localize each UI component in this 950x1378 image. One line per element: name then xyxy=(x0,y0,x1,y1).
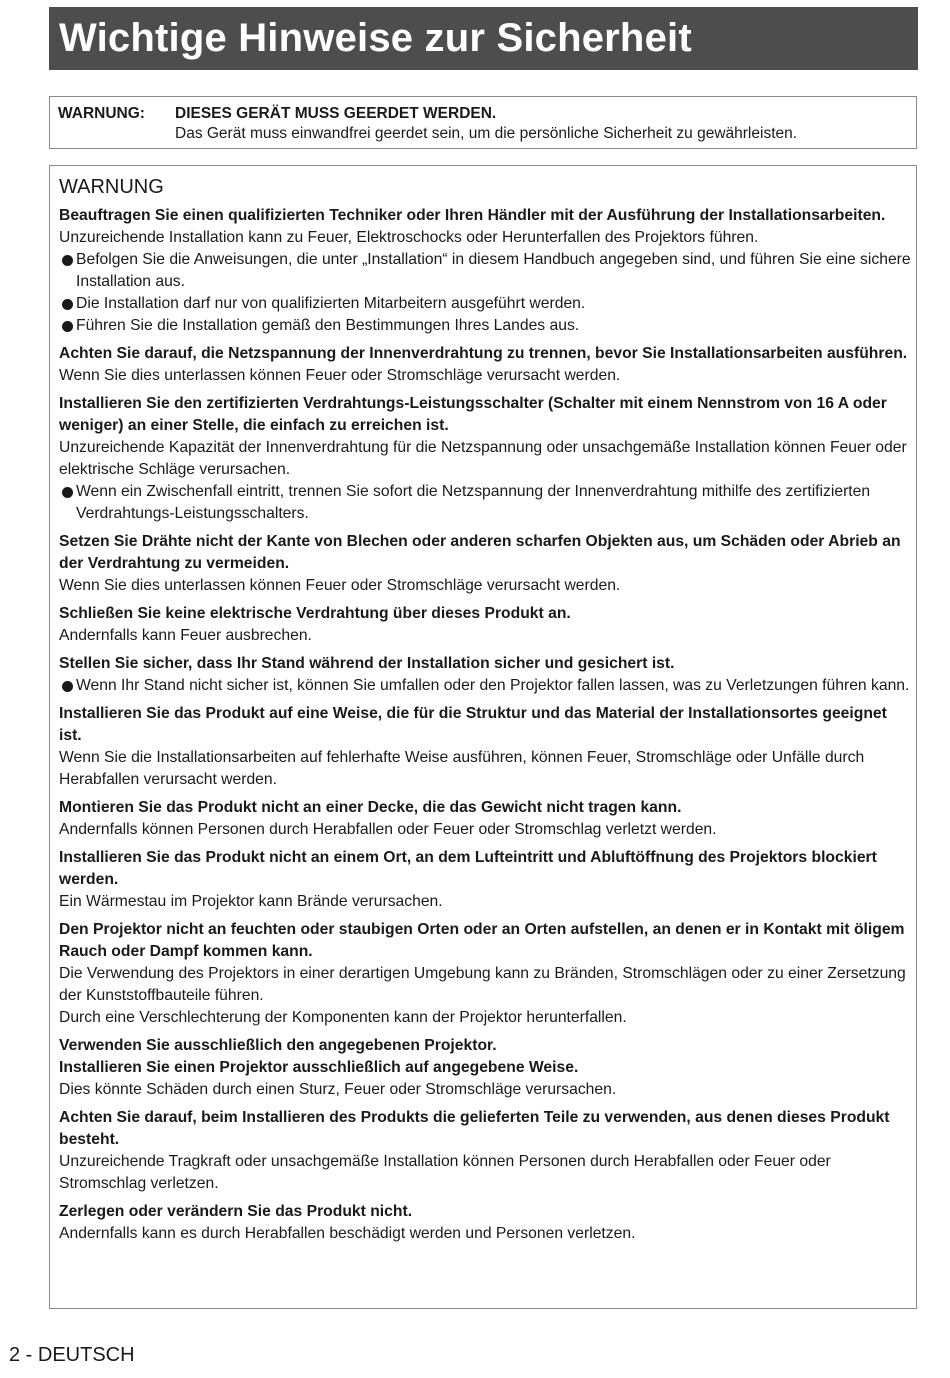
bullet-item: Die Installation darf nur von qualifizierten Mitarbeitern ausgeführt werden. xyxy=(59,293,911,315)
item-heading: Installieren Sie das Produkt nicht an einem Ort, an dem Lufteintritt und Abluftöffnung des Projektors blockiert werden. xyxy=(59,849,877,888)
item-text: Unzureichende Tragkraft oder unsachgemäße Installation können Personen durch Herabfallen oder Feuer oder Stromschlag verletzen. xyxy=(59,1153,831,1192)
warning-item xyxy=(59,1035,911,1101)
warning-content xyxy=(175,104,797,144)
warning-section xyxy=(49,165,917,1309)
warning-item xyxy=(59,1107,911,1195)
item-heading: Verwenden Sie ausschließlich den angegebenen Projektor. xyxy=(59,1037,497,1054)
item-heading: Stellen Sie sicher, dass Ihr Stand während der Installation sicher und gesichert ist. xyxy=(59,655,675,672)
warning-text: Das Gerät muss einwandfrei geerdet sein, um die persönliche Sicherheit zu gewährleisten. xyxy=(175,125,798,142)
warning-heading: DIESES GERÄT MUSS GEERDET WERDEN. xyxy=(175,105,497,122)
warning-label: WARNUNG: xyxy=(58,105,145,122)
bullet-item: Wenn Ihr Stand nicht sicher ist, können Sie umfallen oder den Projektor fallen lassen, was zu Verletzungen führen kann. xyxy=(59,675,911,697)
item-text: Andernfalls können Personen durch Herabfallen oder Feuer oder Stromschlag verletzt werden. xyxy=(59,821,717,838)
item-heading-2: Installieren Sie einen Projektor ausschließlich auf angegebene Weise. xyxy=(59,1059,579,1076)
item-text: Wenn Sie die Installationsarbeiten auf fehlerhafte Weise ausführen, können Feuer, Stromschläge oder Unfälle durch Herabfallen verursacht werden. xyxy=(59,749,865,788)
item-heading: Installieren Sie das Produkt auf eine Weise, die für die Struktur und das Material der Installationsortes geeignet ist. xyxy=(59,705,887,744)
item-text: Andernfalls kann Feuer ausbrechen. xyxy=(59,627,312,644)
item-heading: Beauftragen Sie einen qualifizierten Techniker oder Ihren Händler mit der Ausführung der Installationsarbeiten. xyxy=(59,207,886,224)
item-heading: Schließen Sie keine elektrische Verdrahtung über dieses Produkt an. xyxy=(59,605,571,622)
warning-item xyxy=(59,919,911,1029)
item-heading: Montieren Sie das Produkt nicht an einer Decke, die das Gewicht nicht tragen kann. xyxy=(59,799,682,816)
warning-item xyxy=(59,653,911,697)
warning-item xyxy=(59,847,911,913)
item-text-2: Durch eine Verschlechterung der Komponenten kann der Projektor herunterfallen. xyxy=(59,1009,627,1026)
ground-warning-box xyxy=(49,96,917,149)
title-bar xyxy=(49,7,918,70)
item-text: Ein Wärmestau im Projektor kann Brände verursachen. xyxy=(59,893,443,910)
warning-item xyxy=(59,343,911,387)
bullet-item: Wenn ein Zwischenfall eintritt, trennen Sie sofort die Netzspannung der Innenverdrahtung mithilfe des zertifizierten Verdrahtungs-Leistungsschalters. xyxy=(59,481,911,525)
item-heading: Zerlegen oder verändern Sie das Produkt nicht. xyxy=(59,1203,413,1220)
item-heading: Setzen Sie Drähte nicht der Kante von Blechen oder anderen scharfen Objekten aus, um Schäden oder Abrieb an der Verdrahtung zu vermeiden. xyxy=(59,533,901,572)
warning-item xyxy=(59,393,911,525)
page-footer: 2 - DEUTSCH xyxy=(9,1344,135,1366)
item-text: Unzureichende Installation kann zu Feuer, Elektroschocks oder Herunterfallen des Projektors führen. xyxy=(59,229,759,246)
warning-item xyxy=(59,1201,911,1245)
warning-item xyxy=(59,603,911,647)
item-heading: Den Projektor nicht an feuchten oder staubigen Orten oder an Orten aufstellen, an denen er in Kontakt mit öligem Rauch oder Dampf kommen kann. xyxy=(59,921,905,960)
warning-item xyxy=(59,205,911,337)
warning-item xyxy=(59,797,911,841)
item-text: Andernfalls kann es durch Herabfallen beschädigt werden und Personen verletzen. xyxy=(59,1225,636,1242)
item-heading: Achten Sie darauf, die Netzspannung der Innenverdrahtung zu trennen, bevor Sie Installationsarbeiten ausführen. xyxy=(59,345,908,362)
bullet-item: Führen Sie die Installation gemäß den Bestimmungen Ihres Landes aus. xyxy=(59,315,911,337)
item-heading: Achten Sie darauf, beim Installieren des Produkts die gelieferten Teile zu verwenden, aus denen dieses Produkt besteht. xyxy=(59,1109,890,1148)
section-heading: WARNUNG xyxy=(59,176,164,198)
page-title: Wichtige Hinweise zur Sicherheit xyxy=(59,16,692,60)
warning-section-content xyxy=(59,174,911,1251)
warning-item xyxy=(59,531,911,597)
bullet-item: Befolgen Sie die Anweisungen, die unter „Installation“ in diesem Handbuch angegeben sind, und führen Sie eine sichere Installation aus. xyxy=(59,249,911,293)
item-text: Wenn Sie dies unterlassen können Feuer oder Stromschläge verursacht werden. xyxy=(59,367,621,384)
item-text: Unzureichende Kapazität der Innenverdrahtung für die Netzspannung oder unsachgemäße Installation können Feuer oder elektrische Schläge verursachen. xyxy=(59,439,907,478)
item-text: Die Verwendung des Projektors in einer derartigen Umgebung kann zu Bränden, Stromschlägen oder zu einer Zersetzung der Kunststoffbauteile führen. xyxy=(59,965,906,1004)
item-text: Dies könnte Schäden durch einen Sturz, Feuer oder Stromschläge verursachen. xyxy=(59,1081,617,1098)
item-heading: Installieren Sie den zertifizierten Verdrahtungs-Leistungsschalter (Schalter mit einem Nennstrom von 16 A oder weniger) an einer Stelle, die einfach zu erreichen ist. xyxy=(59,395,887,434)
warning-item xyxy=(59,703,911,791)
item-text: Wenn Sie dies unterlassen können Feuer oder Stromschläge verursacht werden. xyxy=(59,577,621,594)
